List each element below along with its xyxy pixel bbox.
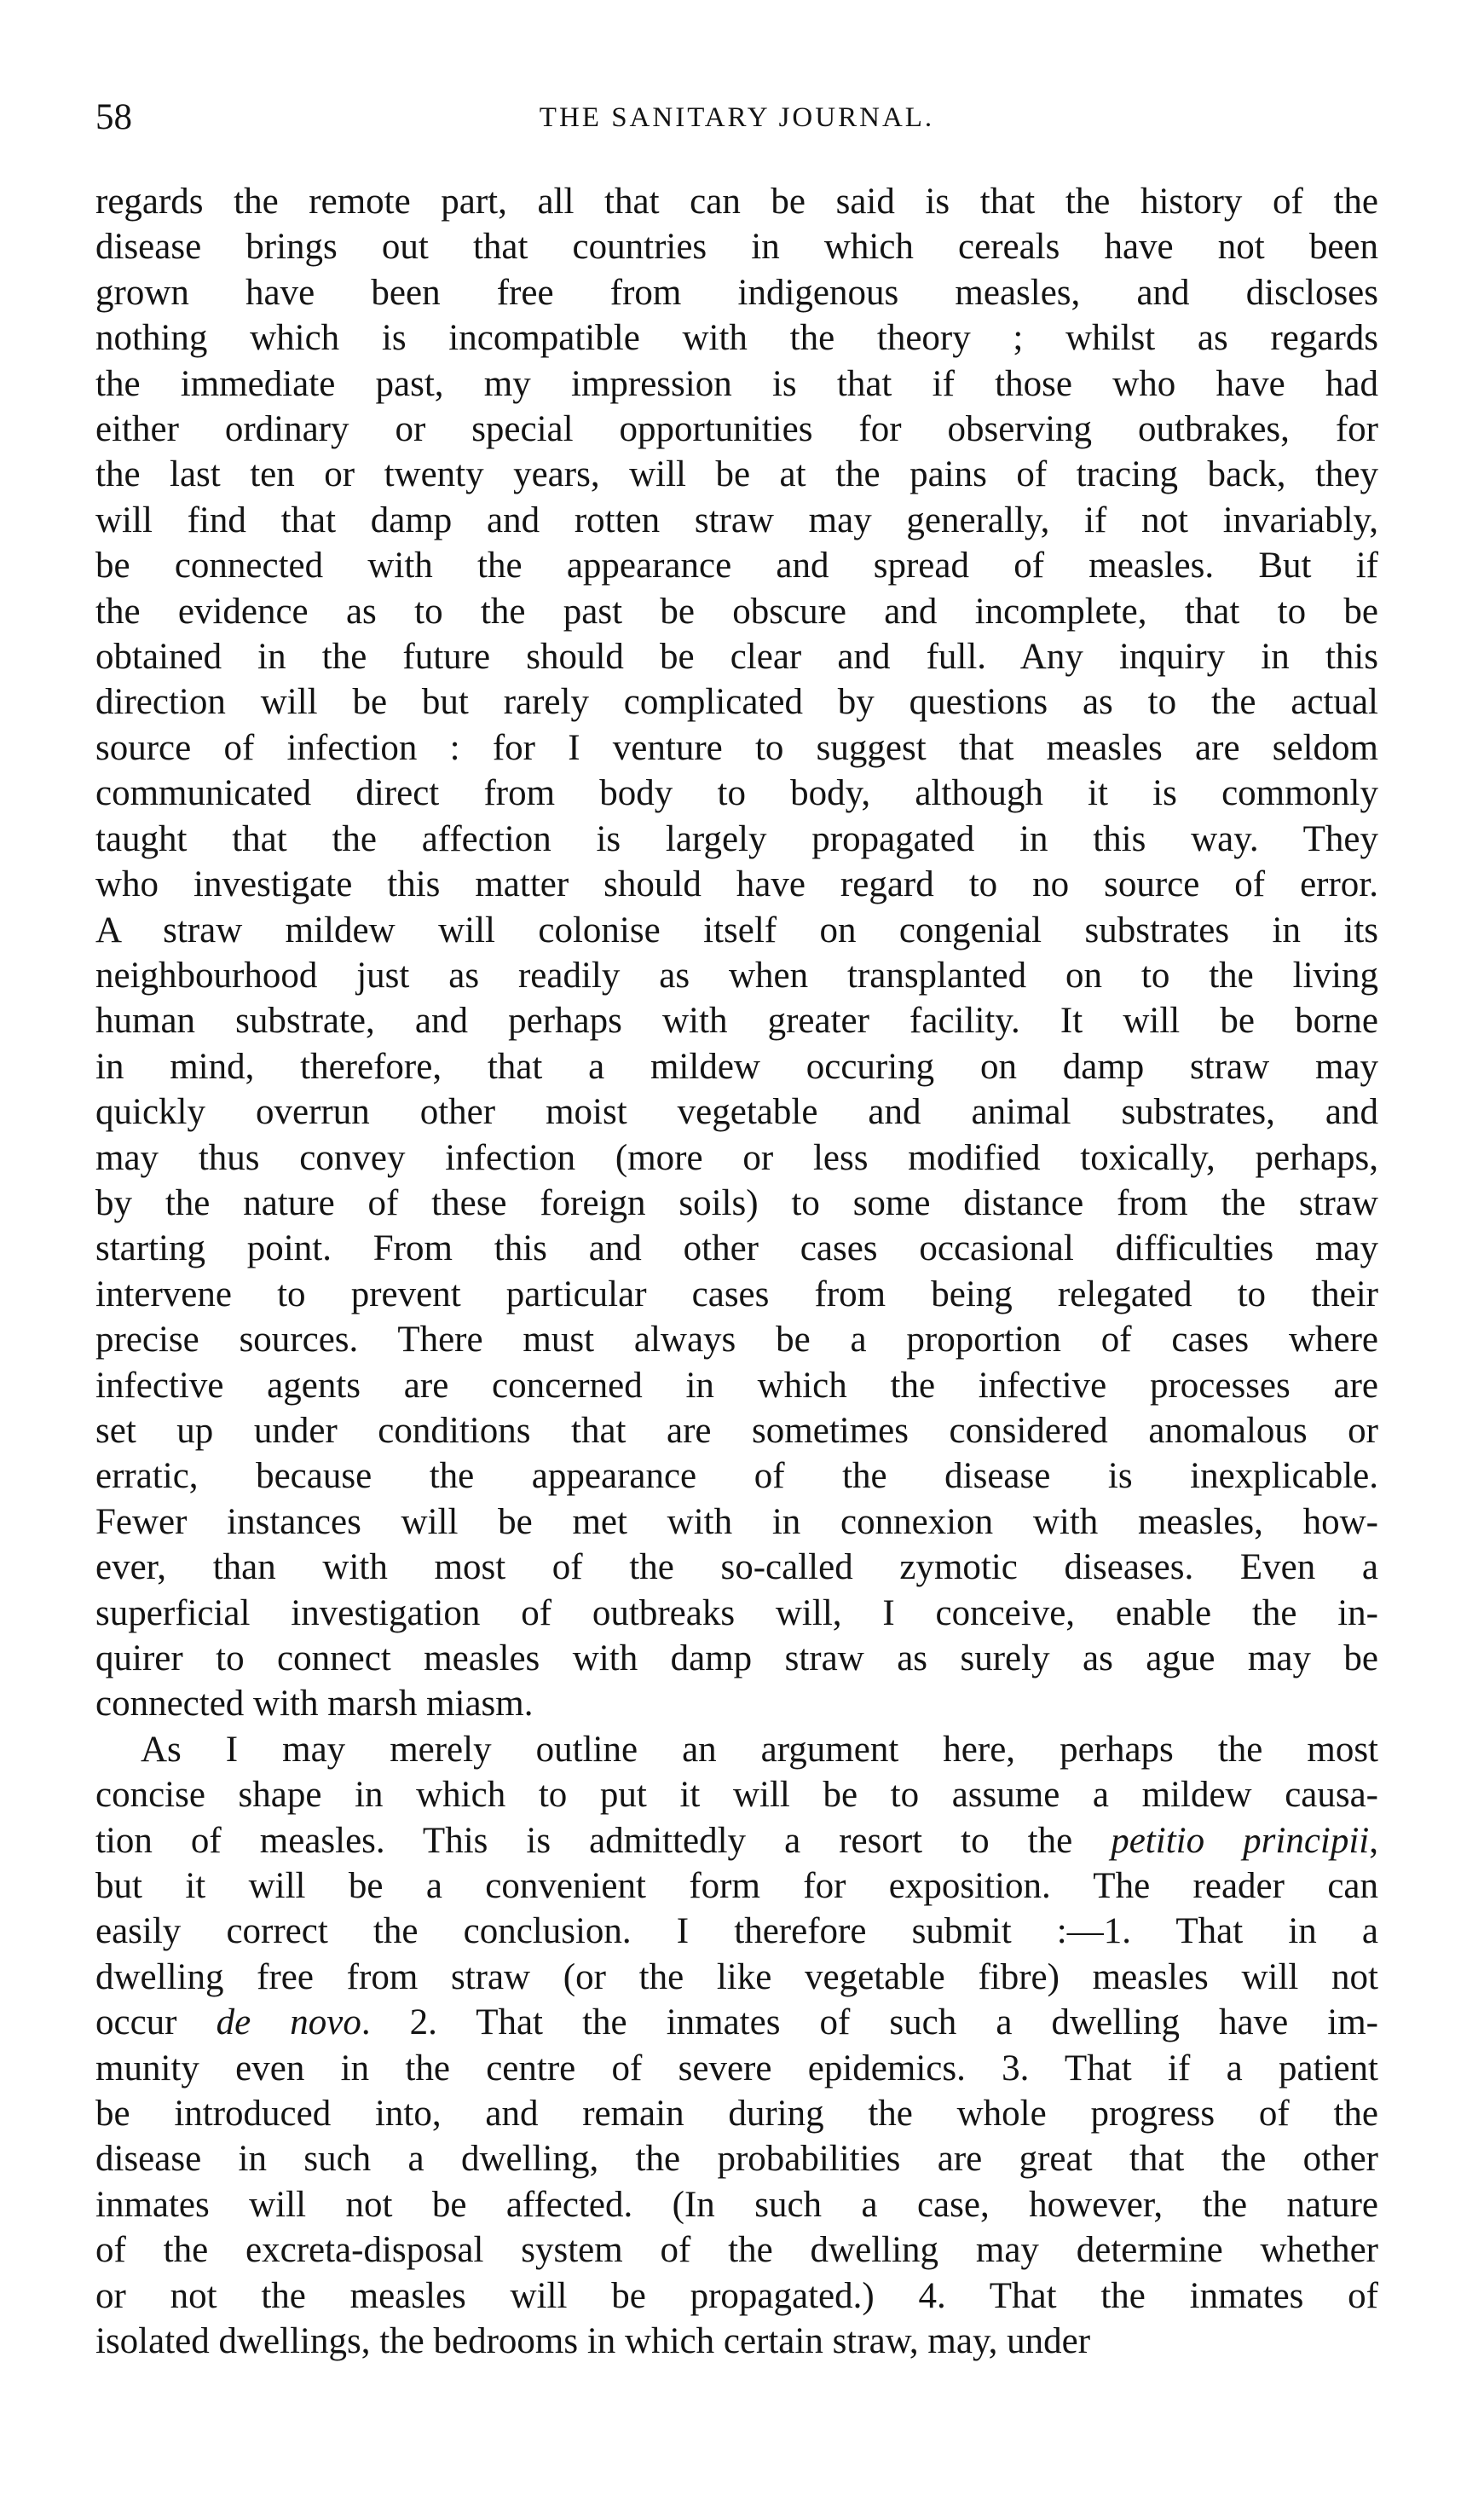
text-line: taught that the affection is largely propagated in this way. They: [95, 818, 1378, 859]
text-line: disease in such a dwelling, the probabilities are great that the other: [95, 2139, 1378, 2180]
text-line: quirer to connect measles with damp straw as surely as ague may be: [95, 1638, 1378, 1678]
text-line: in mind, therefore, that a mildew occuring on damp straw may: [95, 1046, 1378, 1087]
text-line: be introduced into, and remain during the whole progress of the: [95, 2094, 1378, 2135]
text-line: Fewer instances will be met with in connexion with measles, how-: [95, 1501, 1378, 1542]
text-line: A straw mildew will colonise itself on congenial substrates in its: [95, 910, 1378, 950]
italic-phrase: de novo: [216, 2002, 361, 2043]
text-line: nothing which is incompatible with the theory ; whilst as regards: [95, 318, 1378, 359]
text-line: intervene to prevent particular cases from being relegated to their: [95, 1274, 1378, 1314]
paragraph-2: [95, 1727, 1378, 2365]
paragraph-1: [95, 179, 1378, 1727]
page-header: [95, 92, 1378, 143]
text-line: regards the remote part, all that can be said is that the history of the: [95, 182, 1378, 222]
text-line: inmates will not be affected. (In such a case, however, the nature: [95, 2184, 1378, 2225]
running-title: THE SANITARY JOURNAL.: [539, 102, 935, 133]
text-line: obtained in the future should be clear and full. Any inquiry in this: [95, 637, 1378, 678]
text-line: by the nature of these foreign soils) to some distance from the straw: [95, 1182, 1378, 1223]
text-line: concise shape in which to put it will be to assume a mildew causa-: [95, 1775, 1378, 1816]
text-line: grown have been free from indigenous measles, and discloses: [95, 272, 1378, 313]
text-line: easily correct the conclusion. I therefore submit :—1. That in a: [95, 1911, 1378, 1952]
text-line: tion of measles. This is admittedly a resort to the petitio principii,: [95, 1820, 1378, 1861]
italic-phrase: petitio principii: [1111, 1820, 1370, 1861]
text-line: source of infection : for I venture to suggest that measles are seldom: [95, 727, 1378, 768]
text-line: As I may merely outline an argument here, perhaps the most: [141, 1729, 1378, 1770]
text-line: erratic, because the appearance of the disease is inexplicable.: [95, 1456, 1378, 1497]
text-line: direction will be but rarely complicated by questions as to the actual: [95, 682, 1378, 723]
text-line: dwelling free from straw (or the like vegetable fibre) measles will not: [95, 1956, 1378, 1997]
text-line: human substrate, and perhaps with greater facility. It will be borne: [95, 1001, 1378, 1042]
text-line: may thus convey infection (more or less modified toxically, perhaps,: [95, 1137, 1378, 1178]
text-line: or not the measles will be propagated.) 4. That the inmates of: [95, 2275, 1378, 2316]
text-line: of the excreta-disposal system of the dwelling may determine whether: [95, 2230, 1378, 2271]
text-line: ever, than with most of the so-called zymotic diseases. Even a: [95, 1547, 1378, 1588]
body-text: [95, 179, 1378, 2365]
text-line: munity even in the centre of severe epidemics. 3. That if a patient: [95, 2048, 1378, 2088]
text-line: quickly overrun other moist vegetable and animal substrates, and: [95, 1092, 1378, 1133]
text-line: neighbourhood just as readily as when transplanted on to the living: [95, 955, 1378, 996]
text-line: set up under conditions that are sometimes considered anomalous or: [95, 1410, 1378, 1451]
text-line: connected with marsh miasm.: [95, 1684, 534, 1724]
text-line: disease brings out that countries in which cereals have not been: [95, 227, 1378, 268]
text-line: the evidence as to the past be obscure and incomplete, that to be: [95, 591, 1378, 632]
text-line: but it will be a convenient form for exposition. The reader can: [95, 1866, 1378, 1907]
text-line: infective agents are concerned in which the infective processes are: [95, 1365, 1378, 1406]
text-line: occur de novo. 2. That the inmates of such a dwelling have im-: [95, 2002, 1378, 2043]
text-line: superficial investigation of outbreaks will, I conceive, enable the in-: [95, 1592, 1378, 1633]
text-line: either ordinary or special opportunities for observing outbrakes, for: [95, 409, 1378, 450]
text-line: communicated direct from body to body, although it is commonly: [95, 773, 1378, 814]
text-line: the last ten or twenty years, will be at the pains of tracing back, they: [95, 454, 1378, 495]
text-line: starting point. From this and other cases occasional difficulties may: [95, 1228, 1378, 1269]
text-line: will find that damp and rotten straw may generally, if not invariably,: [95, 500, 1378, 540]
text-line: who investigate this matter should have regard to no source of error.: [95, 864, 1378, 905]
text-line: the immediate past, my impression is that if those who have had: [95, 363, 1378, 404]
text-line: isolated dwellings, the bedrooms in which certain straw, may, under: [95, 2321, 1091, 2362]
text-line: be connected with the appearance and spread of measles. But if: [95, 546, 1378, 586]
text-line: precise sources. There must always be a proportion of cases where: [95, 1320, 1378, 1360]
page-number: 58: [95, 97, 132, 137]
